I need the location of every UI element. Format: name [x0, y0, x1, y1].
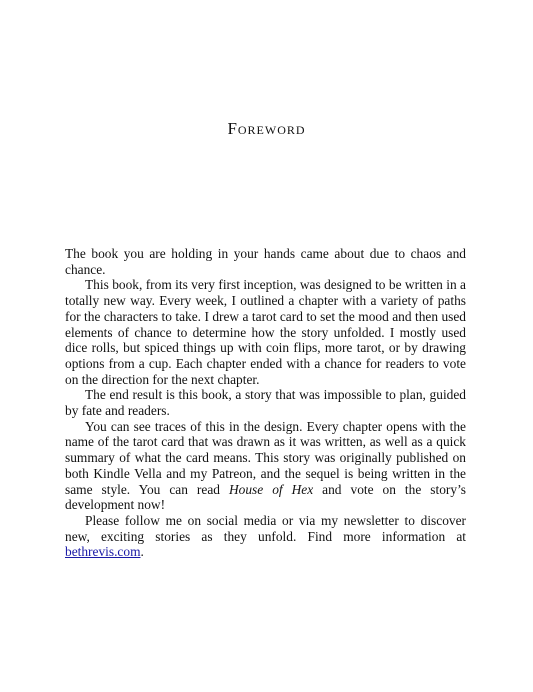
paragraph-4-text-end: and vote on the story’s development now! — [65, 481, 466, 513]
paragraph-5-text-start: Please follow me on social media or via my newsletter to discover new, exciting stories as they unfold. Find more information at — [65, 512, 466, 544]
foreword-body — [65, 246, 466, 560]
website-link[interactable]: bethrevis.com — [65, 544, 141, 560]
paragraph-5-text-end: . — [140, 544, 144, 560]
paragraph-5 — [65, 513, 466, 560]
paragraph-4 — [65, 419, 466, 513]
paragraph-4-text-start: You can see traces of this in the design. Every chapter opens with the name of the tarot card that was drawn as it was written, as well as a quick summary of what the card means. This story was originally published on both Kindle Vella and my Patreon, and the sequel is being written in the same style. You can read — [65, 418, 466, 497]
paragraph-1: The book you are holding in your hands came about due to chaos and chance. — [65, 246, 466, 277]
paragraph-2: This book, from its very first inception, was designed to be written in a totally new way. Every week, I outlined a chapter with a variety of paths for the characters to take. I drew a tarot card to set the mood and then used elements of chance to determine how the story unfolded. I mostly used dice rolls, but spiced things up with coin flips, more tarot, or by drawing options from a cup. Each chapter ended with a chance for readers to vote on the direction for the next chapter. — [65, 277, 466, 387]
foreword-heading: Foreword — [227, 119, 306, 138]
paragraph-3: The end result is this book, a story that was impossible to plan, guided by fate and readers. — [65, 387, 466, 419]
book-title-house-of-hex: House of Hex — [228, 481, 314, 497]
